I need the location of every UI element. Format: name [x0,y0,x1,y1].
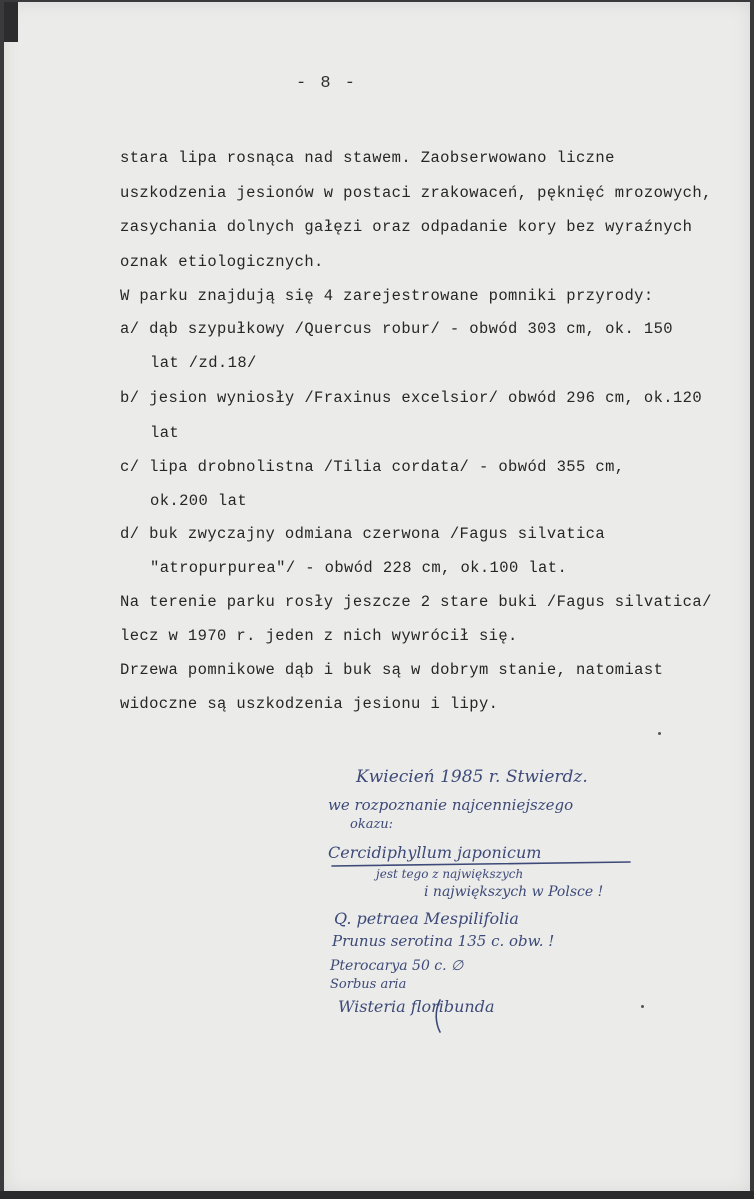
text-line: Drzewa pomnikowe dąb i buk są w dobrym stanie, natomiast [120,661,664,679]
handwritten-line: Sorbus aria [330,977,407,992]
list-item-a: a/ dąb szypułkowy /Quercus robur/ - obwód 303 cm, ok. 150 [120,320,673,338]
list-item-d-cont: "atropurpurea"/ - obwód 228 cm, ok.100 lat. [150,559,568,577]
handwritten-line: we rozpoznanie najcenniejszego [328,796,574,814]
text-line: W parku znajdują się 4 zarejestrowane pomniki przyrody: [120,287,654,305]
list-item-a-cont: lat /zd.18/ [150,354,257,372]
handwritten-line: Kwiecień 1985 r. Stwierdz. [356,767,588,787]
text-line: Na terenie parku rosły jeszcze 2 stare buki /Fagus silvatica/ [120,593,712,611]
handwritten-line: Q. petraea Mespilifolia [334,909,519,928]
text-line: oznak etiologicznych. [120,253,324,271]
text-line: stara lipa rosnąca nad stawem. Zaobserwowano liczne [120,149,615,167]
list-item-b: b/ jesion wyniosły /Fraxinus excelsior/ obwód 296 cm, ok.120 [120,389,703,407]
handwritten-line: Prunus serotina 135 c. obw. ! [332,932,555,950]
ink-mark [658,732,661,735]
handwritten-line: Cercidiphyllum japonicum [328,843,542,862]
document-page [4,2,750,1192]
text-line: lecz w 1970 r. jeden z nich wywrócił się. [120,627,518,645]
page-number: - 8 - [296,74,358,93]
page-corner-shadow [4,2,18,42]
handwritten-line: jest tego z największych [376,867,524,881]
handwritten-note [304,762,724,1042]
handwritten-line: Pterocarya 50 c. ∅ [330,958,464,974]
handwritten-line: i największych w Polsce ! [424,884,604,900]
list-item-c: c/ lipa drobnolistna /Tilia cordata/ - obwód 355 cm, [120,458,625,476]
text-line: zasychania dolnych gałęzi oraz odpadanie kory bez wyraźnych [120,218,693,236]
text-line: widoczne są uszkodzenia jesionu i lipy. [120,695,499,713]
text-line: uszkodzenia jesionów w postaci zrakowaceń, pęknięć mrozowych, [120,184,712,202]
list-item-b-cont: lat [150,424,180,442]
scan-edge [0,1191,754,1199]
handwritten-line: Wisteria floribunda [338,997,495,1016]
underline-stroke [332,862,630,866]
handwritten-line: okazu: [350,817,394,832]
list-item-c-cont: ok.200 lat [150,492,248,510]
list-item-d: d/ buk zwyczajny odmiana czerwona /Fagus silvatica [120,525,606,543]
